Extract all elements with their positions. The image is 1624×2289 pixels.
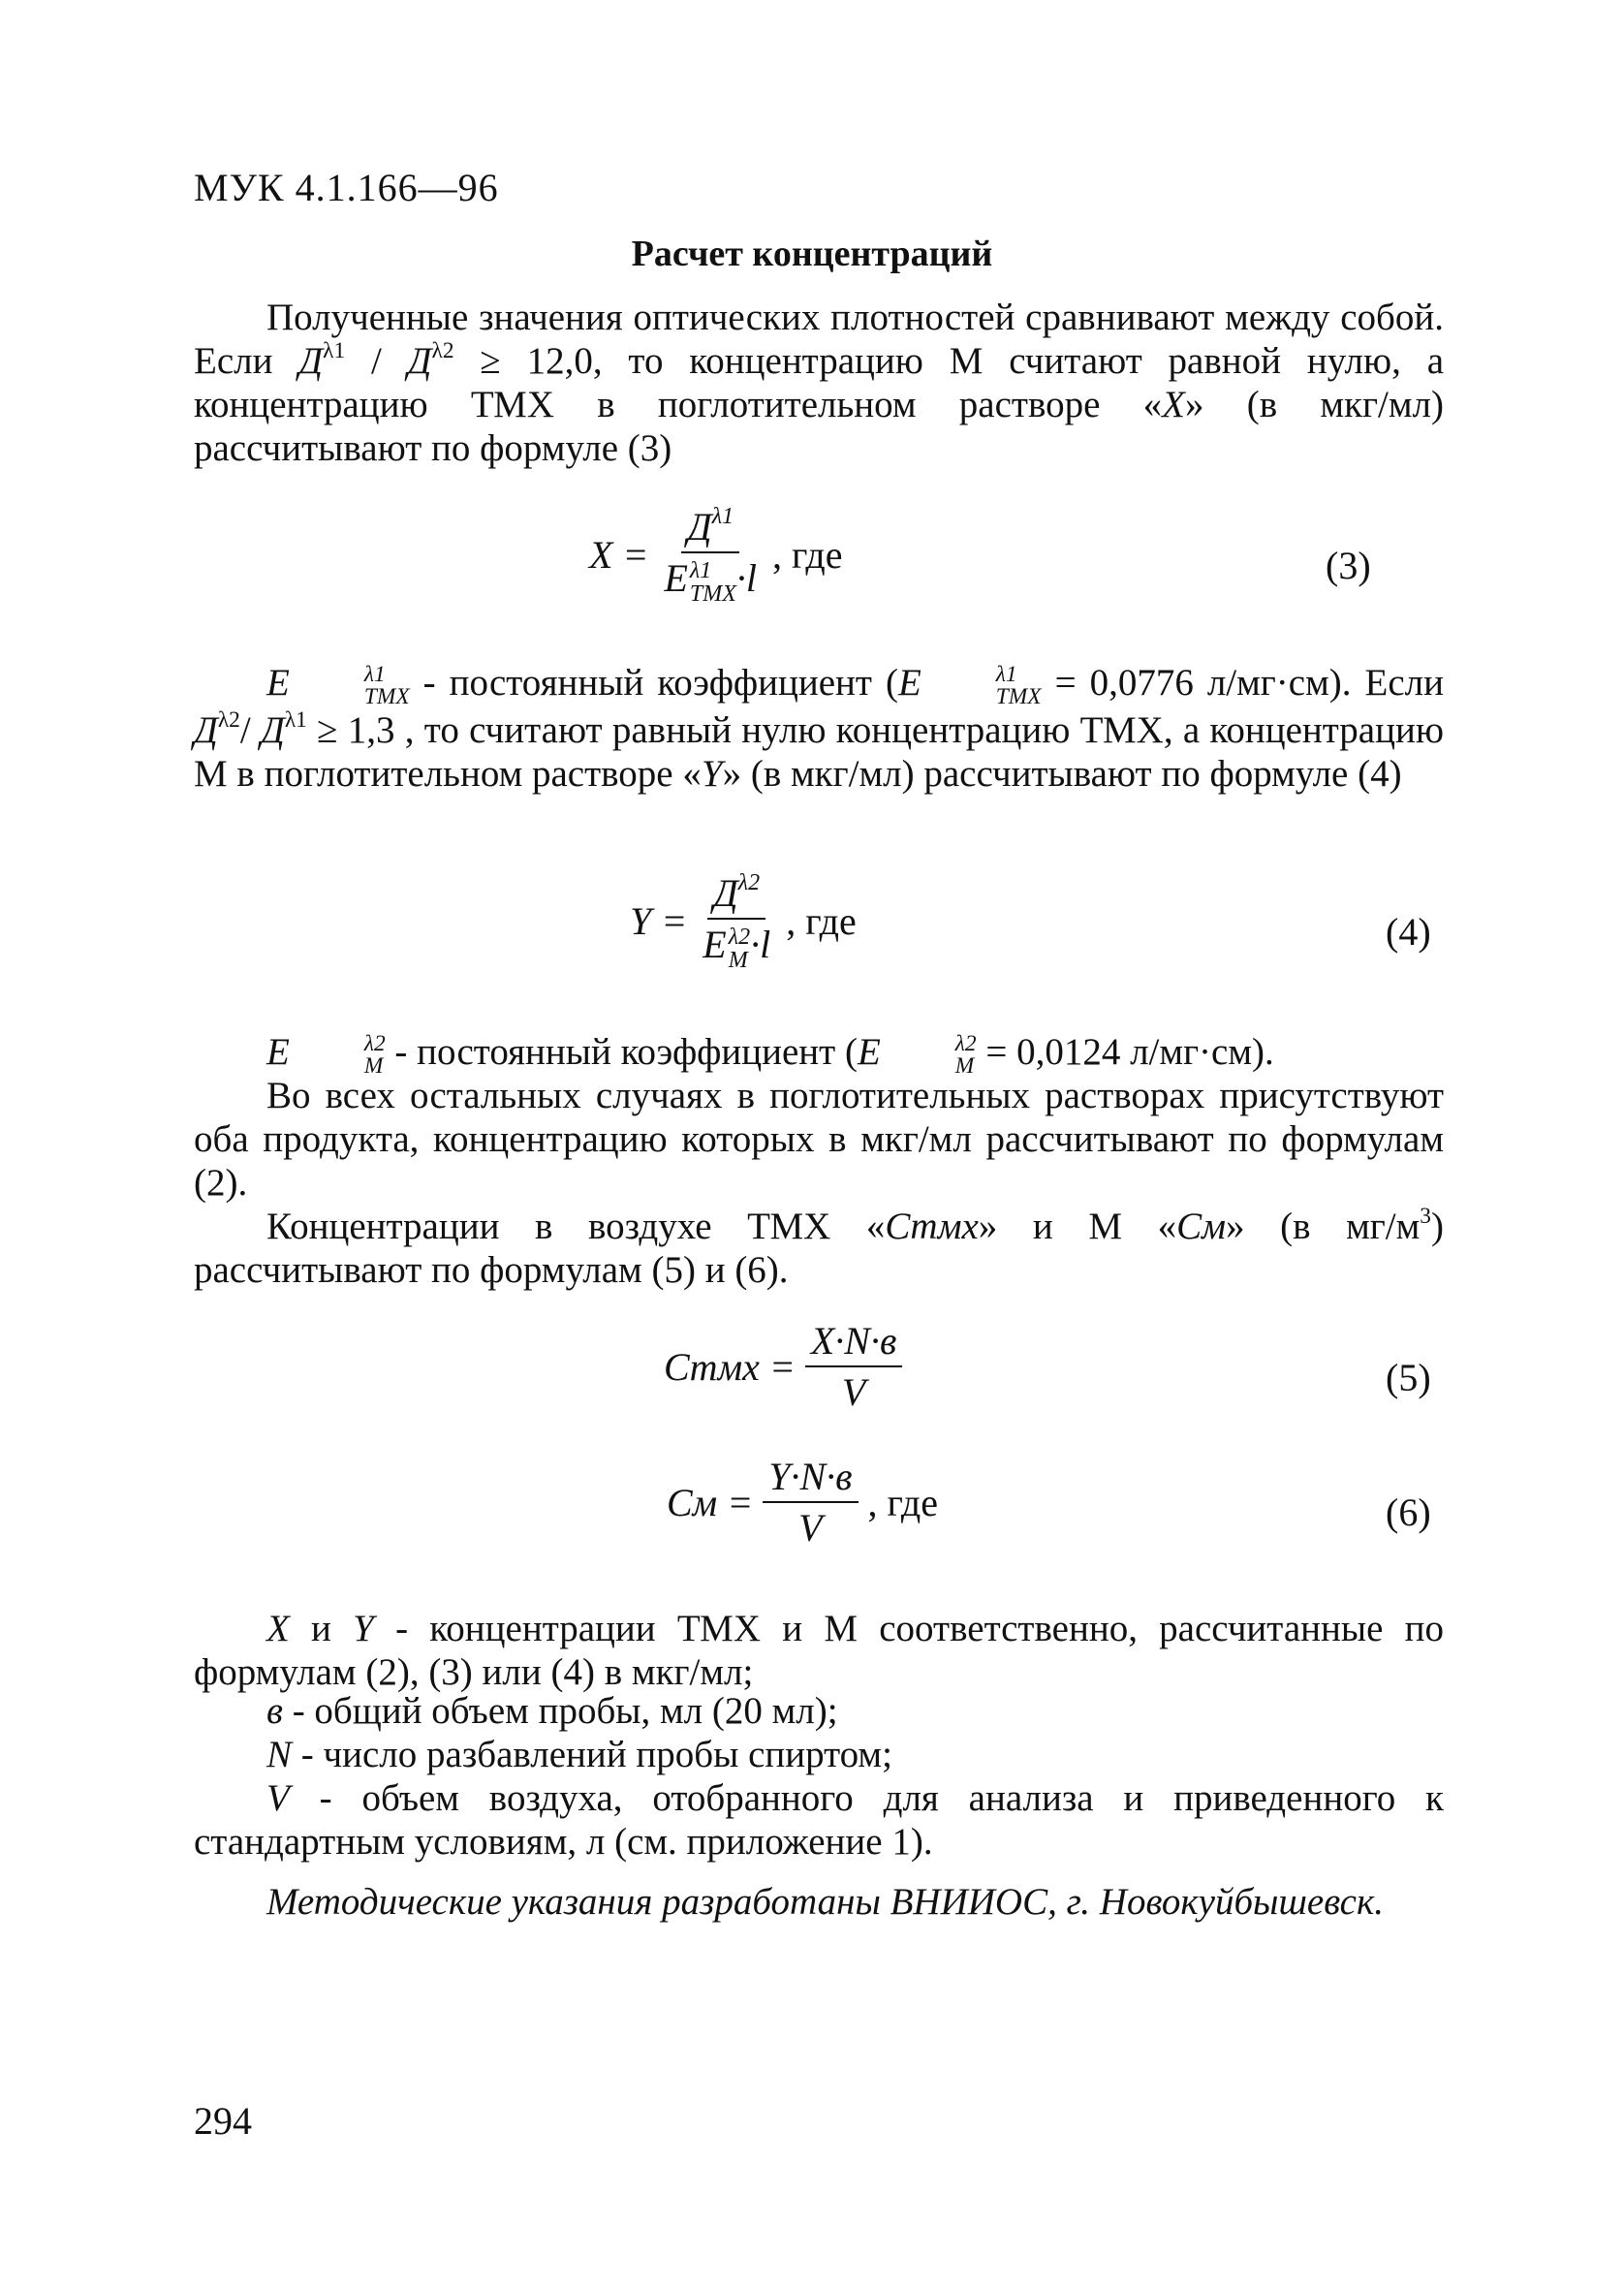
formula-5: Cтмх = $\frac{X\cdot N\cdot в}{V}$ — [664, 1318, 902, 1415]
formula-6: Cм = $\frac{Y\cdot N\cdot в}{V}$ , где — [667, 1455, 939, 1550]
formula-4: Y = $Д^{\lambda 2}$ E λ2 M ·l , где — [630, 870, 857, 973]
formula-3-fraction: $Д^{\lambda 1}$ E λ1 TMX ·l — [664, 504, 757, 607]
equation-number-6: (6) — [1386, 1490, 1431, 1534]
section-title: Расчет концентраций — [631, 234, 993, 274]
paragraph-air-concentrations: Концентрации в воздухе ТМХ «Cтмх» и М «Cм» (в $мг/м^3$) рассчитывают по формулам (5) и (6). — [194, 1203, 1444, 1291]
paragraph-intro: Полученные значения оптических плотностей сравнивают между собой. Если $Д^{\lambda 1} / Д^{\lambda 2} \ge 12,0$, то концентрацию М считают равной нулю, а концентрацию ТМХ в поглотительном растворе «X» (в мкг/мл) рассчитывают по формуле (3) — [194, 297, 1444, 469]
definition-sample-volume: в - общий объем пробы, мл (20 мл); — [266, 1690, 838, 1732]
equation-number-5: (5) — [1386, 1356, 1431, 1399]
equation-number-4: (4) — [1386, 910, 1431, 954]
paragraph-definitions-xy: X и Y - концентрации ТМХ и М соответственно, рассчитанные по формулам (2), (3) или (4) в мкг/мл; — [194, 1608, 1444, 1693]
developer-note: Методические указания разработаны ВНИИОС, г. Новокуйбышевск. — [266, 1881, 1384, 1923]
formula-6-fraction: $\frac{Y\cdot N\cdot в}{V}$ — [763, 1454, 858, 1551]
paragraph-coefficient-m: E λ2 M - постоянный коэффициент (E λ2 M = 0,0124 л/мг·см). — [266, 1030, 1274, 1080]
page-number: 294 — [194, 2099, 252, 2143]
equation-number-3: (3) — [1326, 544, 1371, 587]
paragraph-other-cases: Во всех остальных случаях в поглотительных растворах присутствуют оба продукта, концентрацию которых в мкг/мл рассчитывают по формулам (2). — [194, 1075, 1444, 1204]
formula-3: X = $Д^{\lambda 1}$ E λ1 TMX ·l , где — [589, 504, 843, 607]
definition-air-volume: V - объем воздуха, отобранного для анализа и приведенного к стандартным условиям, л (см. приложение 1). — [194, 1777, 1444, 1863]
document-code-header: МУК 4.1.166—96 — [194, 166, 499, 209]
formula-5-fraction: $\frac{X\cdot N\cdot в}{V}$ — [805, 1318, 902, 1415]
definition-dilutions: N - число разбавлений пробы спиртом; — [266, 1734, 892, 1775]
paragraph-coefficient-tmx: E λ1 TMX - постоянный коэффициент (E λ1 TMX = 0,0776 л/мг·см). Если $Д^{\lambda 2}/$ $Д^{\lambda 1} \ge 1,3$ , то считают равный нулю концентрацию ТМХ, а концентрацию М в поглотительном растворе «Y» (в мкг/мл) рассчитывают по формуле (4) — [194, 661, 1444, 796]
formula-4-fraction: $Д^{\lambda 2}$ E λ2 M ·l — [703, 870, 771, 973]
